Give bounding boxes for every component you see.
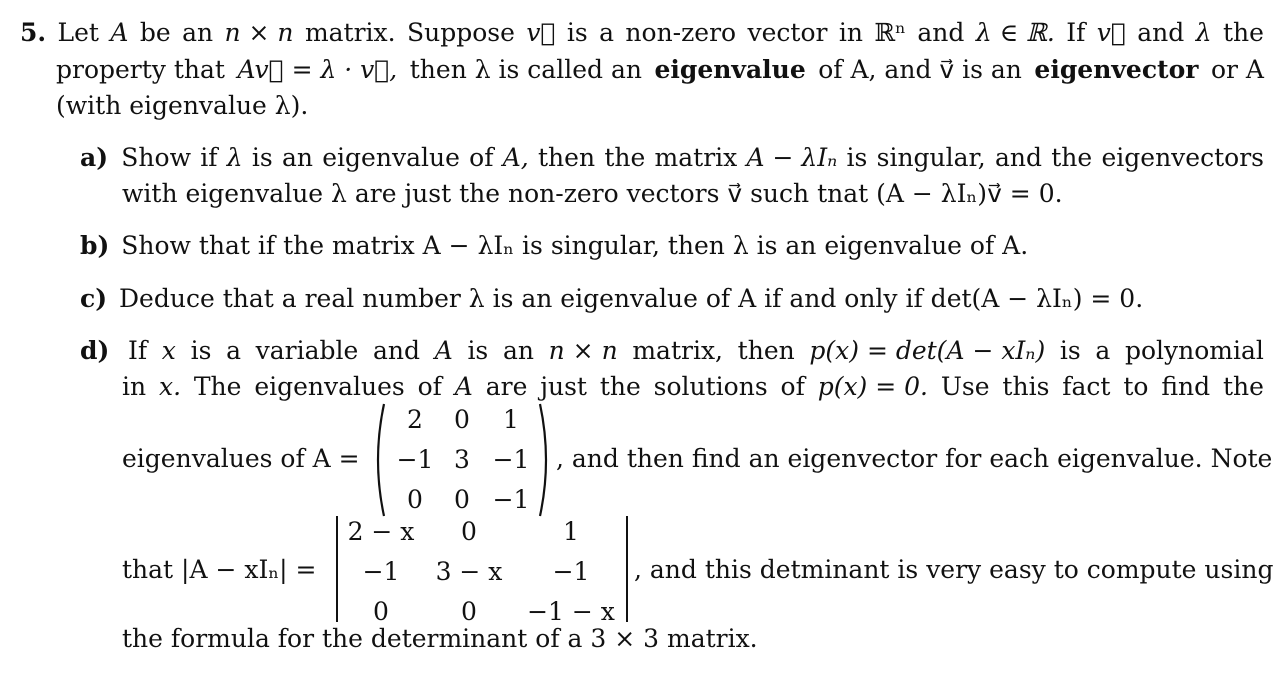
intro-text: of A, and v⃗ is an <box>818 55 1022 84</box>
part-d-word: x <box>161 336 176 365</box>
part-b <box>80 231 1028 261</box>
intro-word: Suppose <box>407 18 515 47</box>
eig-prefix <box>122 444 360 474</box>
intro-word: a <box>599 18 615 47</box>
part-a-word: λ <box>226 143 243 172</box>
matrix-cell: −1 <box>396 445 434 474</box>
matrix-cell: 3 <box>454 445 470 474</box>
part-a-word: singular, <box>876 143 986 172</box>
part-d-word: polynomial <box>1124 336 1264 365</box>
det-cell: −1 − x <box>527 597 615 626</box>
part-b-label: b) <box>80 231 110 260</box>
part-c-text: Deduce that a real number λ is an eigenvalue of A if and only if det(A − λIₙ) = 0. <box>119 284 1144 313</box>
matrix-cell: 2 <box>407 405 423 434</box>
part-d-word: solutions <box>653 372 768 401</box>
intro-word: vector <box>747 18 828 47</box>
eig-prefix-text: eigenvalues of A = <box>122 444 360 473</box>
det-left-bar <box>336 516 338 622</box>
part-d-line-2 <box>122 372 1264 402</box>
part-d-word: are <box>485 372 528 401</box>
part-d-label: d) <box>80 336 110 365</box>
matrix-cell: 0 <box>407 485 423 514</box>
part-d-word: this <box>1002 372 1050 401</box>
intro-text: property that <box>56 55 225 84</box>
det-cell: −1 <box>362 557 400 586</box>
part-d-word: p(x) = 0. <box>817 372 928 401</box>
intro-word: is <box>566 18 588 47</box>
part-a-word: the <box>1051 143 1093 172</box>
intro-word: non-zero <box>625 18 737 47</box>
intro-word: an <box>182 18 214 47</box>
part-a-word: if <box>200 143 218 172</box>
part-c <box>80 284 1143 314</box>
part-d-word: a <box>226 336 241 365</box>
part-a-word: eigenvalue <box>322 143 460 172</box>
eigen-equation: Av⃗ = λ · v⃗, <box>237 55 398 84</box>
part-d-word: fact <box>1062 372 1111 401</box>
part-d-word: and <box>373 336 421 365</box>
intro-word: in <box>838 18 863 47</box>
part-d-word: is <box>467 336 489 365</box>
intro-word: and <box>1137 18 1185 47</box>
part-d-word: p(x) = det(A − xIₙ) <box>809 336 1046 365</box>
intro-text: (with eigenvalue λ). <box>56 91 309 120</box>
det-right-bar <box>626 516 628 622</box>
det-matrix <box>336 514 632 624</box>
det-cell: −1 <box>552 557 590 586</box>
part-a-word: eigenvectors <box>1101 143 1264 172</box>
term-eigenvalue: eigenvalue <box>654 55 806 84</box>
part-a-word: and <box>994 143 1042 172</box>
part-d-word: an <box>502 336 534 365</box>
intro-word: matrix. <box>304 18 396 47</box>
eig-suffix <box>556 444 1272 474</box>
part-c-label: c) <box>80 284 108 313</box>
part-a-word: is <box>251 143 273 172</box>
intro-word: the <box>1222 18 1264 47</box>
part-d-word: The <box>193 372 242 401</box>
part-d-word: eigenvalues <box>254 372 405 401</box>
det-grid <box>342 512 624 632</box>
part-d-word: If <box>127 336 148 365</box>
intro-word: Let <box>57 18 99 47</box>
part-a-word: an <box>281 143 313 172</box>
part-d-word: A <box>454 372 473 401</box>
term-eigenvector: eigenvector <box>1034 55 1199 84</box>
part-a-label: a) <box>80 143 109 172</box>
matrix-cell: −1 <box>492 485 530 514</box>
intro-word: ℝⁿ <box>874 18 906 47</box>
right-paren <box>538 402 554 518</box>
eig-suffix-text: , and then find an eigenvector for each eigenvalue. Note <box>556 444 1273 473</box>
part-d-word: then <box>737 336 795 365</box>
det-suffix <box>634 555 1273 585</box>
problem-number: 5. <box>20 18 47 47</box>
det-cell: 1 <box>563 517 579 546</box>
part-a-word: is <box>846 143 868 172</box>
part-d-last-line <box>122 624 758 654</box>
intro-word: be <box>139 18 171 47</box>
matrix-a-grid <box>388 400 540 520</box>
part-d-word: matrix, <box>632 336 723 365</box>
part-a-word: then <box>538 143 596 172</box>
part-a-line-1 <box>80 143 1264 173</box>
part-d-word: of <box>417 372 442 401</box>
intro-word: If <box>1066 18 1086 47</box>
part-d-last-text: the formula for the determinant of a 3 × 3 matrix. <box>122 624 758 653</box>
part-d-word: the <box>599 372 641 401</box>
part-a-text: with eigenvalue λ are just the non-zero vectors v⃗ such tnat (A − λIₙ)v⃗ = 0. <box>122 179 1063 208</box>
det-cell: 0 <box>461 517 477 546</box>
det-cell: 3 − x <box>435 557 503 586</box>
part-a-word: A, <box>502 143 529 172</box>
part-a-word: A − λIₙ <box>746 143 838 172</box>
part-d-word: of <box>780 372 805 401</box>
matrix-cell: 0 <box>454 485 470 514</box>
part-d-word: variable <box>255 336 359 365</box>
part-a-word: the <box>604 143 646 172</box>
det-suffix-text: , and this detminant is very easy to compute using <box>634 555 1274 584</box>
intro-word: A <box>110 18 129 47</box>
part-d-word: n × n <box>548 336 618 365</box>
part-d-line-1 <box>80 336 1264 366</box>
det-cell: 0 <box>373 597 389 626</box>
part-d-word: is <box>190 336 212 365</box>
part-d-word: Use <box>940 372 990 401</box>
part-a-word: Show <box>121 143 191 172</box>
left-paren <box>370 402 386 518</box>
matrix-cell: 0 <box>454 405 470 434</box>
intro-word: v⃗ <box>526 18 556 47</box>
part-d-word: x. <box>158 372 182 401</box>
part-d-word: a <box>1095 336 1111 365</box>
part-d-word: just <box>540 372 587 401</box>
intro-word: n × n <box>224 18 294 47</box>
intro-word: λ <box>1195 18 1212 47</box>
matrix-a <box>370 402 554 518</box>
part-d-word: is <box>1059 336 1081 365</box>
part-d-word: A <box>434 336 453 365</box>
intro-line-1 <box>20 18 1264 48</box>
part-b-text: Show that if the matrix A − λIₙ is singular, then λ is an eigenvalue of A. <box>121 231 1029 260</box>
intro-line-2 <box>56 55 1264 85</box>
matrix-cell: 1 <box>503 405 519 434</box>
intro-text: then λ is called an <box>409 55 642 84</box>
intro-word: λ ∈ ℝ. <box>975 18 1055 47</box>
det-prefix <box>122 555 316 585</box>
part-a-word: matrix <box>654 143 738 172</box>
matrix-cell: −1 <box>492 445 530 474</box>
part-d-word: find <box>1161 372 1211 401</box>
part-d-word: to <box>1123 372 1149 401</box>
part-d-word: in <box>122 372 147 401</box>
intro-word: v⃗ <box>1096 18 1126 47</box>
part-d-word: the <box>1222 372 1264 401</box>
intro-word: and <box>917 18 965 47</box>
det-cell: 0 <box>461 597 477 626</box>
intro-line-3 <box>56 91 308 121</box>
intro-text: or A <box>1210 55 1264 84</box>
det-prefix-text: that |A − xIₙ| = <box>122 555 317 584</box>
part-a-line-2 <box>122 179 1063 209</box>
part-a-word: of <box>469 143 494 172</box>
det-cell: 2 − x <box>347 517 415 546</box>
